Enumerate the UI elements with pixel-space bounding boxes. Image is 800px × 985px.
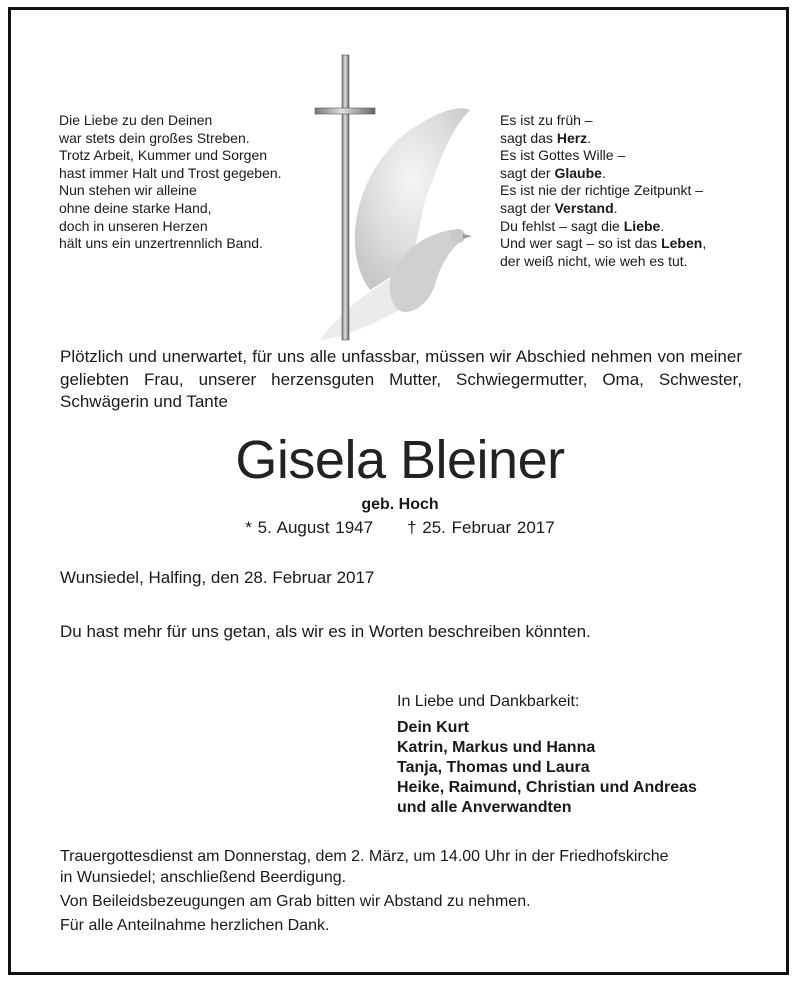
memorial-quote: Du hast mehr für uns getan, als wir es in Worten beschreiben könnten. <box>60 622 591 641</box>
poem-left-line: ohne deine starke Hand, <box>59 199 212 216</box>
poem-left-line: hält uns ein unzertrennlich Band. <box>59 235 263 252</box>
thanks-note: Für alle Anteilnahme herzlichen Dank. <box>60 917 330 934</box>
condolence-note: Von Beileidsbezeugungen am Grab bitten wir Abstand zu nehmen. <box>60 893 531 910</box>
poem-right-line: sagt das Herz. <box>500 129 592 146</box>
mourners-heading: In Liebe und Dankbarkeit: <box>397 693 580 710</box>
poem-right-line: sagt der Glaube. <box>500 164 606 181</box>
mourner-name: Heike, Raimund, Christian und Andreas <box>397 779 697 796</box>
poem-left-line: hast immer Halt und Trost gegeben. <box>59 164 282 181</box>
birth-date: * 5. August 1947 <box>245 518 374 537</box>
poem-right-line: Es ist zu früh – <box>500 112 593 128</box>
mourners-block <box>397 692 697 818</box>
poem-left <box>59 112 282 253</box>
place-and-date: Wunsiedel, Halfing, den 28. Februar 2017 <box>60 568 375 587</box>
mourner-name: Katrin, Markus und Hanna <box>397 739 596 756</box>
poem-left-line: Nun stehen wir alleine <box>59 182 197 199</box>
poem-right-line: Es ist nie der richtige Zeitpunkt – <box>500 182 704 199</box>
deceased-name: Gisela Bleiner <box>235 430 565 490</box>
poem-right-line: der weiß nicht, wie weh es tut. <box>500 252 688 269</box>
mourner-name: und alle Anverwandten <box>397 799 572 816</box>
cross-with-dove-icon <box>300 50 490 345</box>
service-line: Trauergottesdienst am Donnerstag, dem 2. März, um 14.00 Uhr in der Friedhofskirche <box>60 848 669 865</box>
death-date: † 25. Februar 2017 <box>407 518 555 537</box>
service-line: in Wunsiedel; anschließend Beerdigung. <box>60 869 347 886</box>
poem-left-line: war stets dein großes Streben. <box>59 129 250 146</box>
poem-left-line: Die Liebe zu den Deinen <box>59 112 213 128</box>
mourner-name: Tanja, Thomas und Laura <box>397 759 590 776</box>
maiden-name: geb. Hoch <box>361 496 439 513</box>
poem-right-line: Es ist Gottes Wille – <box>500 147 626 164</box>
mourner-name: Dein Kurt <box>397 719 469 736</box>
service-info <box>60 846 760 936</box>
poem-right-line: sagt der Verstand. <box>500 199 618 216</box>
poem-right-line: Und wer sagt – so ist das Leben, <box>500 235 707 252</box>
poem-left-line: doch in unseren Herzen <box>59 217 208 234</box>
intro-paragraph: Plötzlich und unerwartet, für uns alle unfassbar, müssen wir Abschied nehmen von meiner geliebten Frau, unserer herzensguten Mutter, Schwiegermutter, Oma, Schwester, Schwägerin und Tante <box>60 347 742 411</box>
life-dates <box>0 518 800 538</box>
poem-right-line: Du fehlst – sagt die Liebe. <box>500 217 665 234</box>
poem-left-line: Trotz Arbeit, Kummer und Sorgen <box>59 147 268 164</box>
poem-right <box>500 112 706 270</box>
